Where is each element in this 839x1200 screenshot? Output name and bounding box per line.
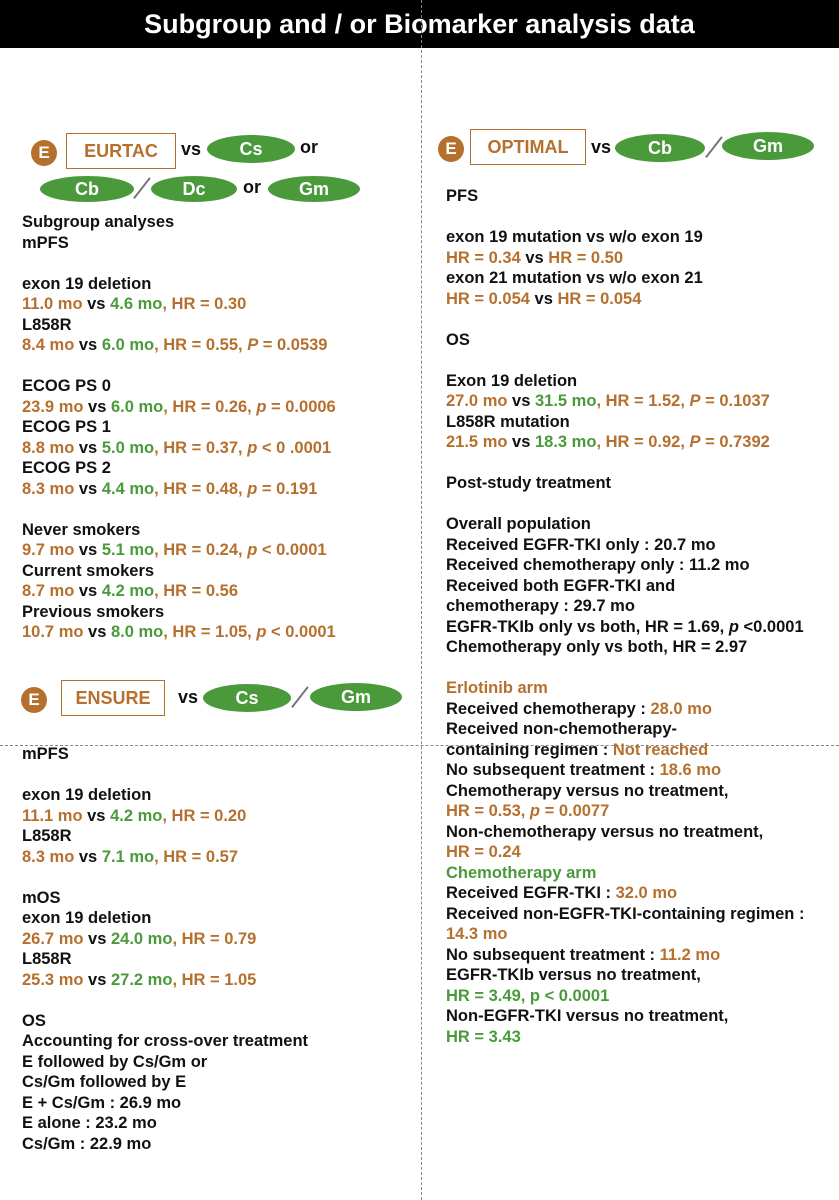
line-gap (446, 207, 804, 228)
text-segment: Post-study treatment (446, 474, 612, 492)
slash-ensure (291, 686, 308, 707)
text-segment: vs (74, 336, 102, 354)
text-segment: No subsequent treatment : (446, 945, 660, 964)
text-segment: , HR = 0.37, (154, 438, 248, 457)
page-title: Subgroup and / or Biomarker analysis data (144, 9, 695, 39)
text-line (22, 294, 336, 315)
eurtac-trial-box: EURTAC (66, 133, 176, 169)
text-line (22, 581, 336, 602)
text-line (446, 740, 804, 761)
text-segment: Current smokers (22, 561, 155, 580)
text-segment: 7.1 mo (101, 847, 155, 866)
text-segment: , HR = 0.92, (596, 433, 690, 451)
text-segment: HR = 0.53, (446, 802, 530, 820)
text-line (446, 1006, 804, 1027)
optimal-results (446, 186, 804, 1047)
text-segment: L858R (22, 315, 72, 334)
text-segment: Previous smokers (22, 602, 165, 621)
text-segment: p (247, 541, 258, 559)
text-line (446, 186, 804, 207)
line-gap (22, 867, 308, 888)
text-segment: , HR = 0.48, (154, 479, 248, 498)
text-segment: vs (529, 289, 558, 308)
text-segment: vs (74, 847, 102, 866)
text-segment: 8.7 mo (22, 582, 75, 600)
text-segment: , HR = 0.56 (154, 582, 239, 600)
text-segment: vs (507, 433, 535, 451)
text-segment: 31.5 mo (534, 392, 597, 410)
text-line (22, 315, 336, 336)
text-line (446, 227, 804, 248)
optimal-trial-box: OPTIMAL (470, 129, 586, 165)
text-segment: Received chemotherapy : (446, 699, 651, 718)
text-segment: Received EGFR-TKI : (446, 884, 616, 902)
text-segment: 8.0 mo (110, 623, 164, 641)
slash-eurtac (133, 177, 150, 198)
vertical-divider (421, 0, 422, 1200)
text-line (22, 908, 308, 929)
text-line (446, 576, 804, 597)
text-segment: < 0.0001 (257, 541, 327, 559)
text-segment: p (247, 479, 258, 498)
eurtac-vs: vs (181, 139, 202, 159)
text-segment: 8.4 mo (22, 336, 75, 354)
text-segment: 14.3 mo (446, 925, 508, 943)
text-segment: containing regimen : (446, 740, 613, 759)
oval-cs-ensure: Cs (203, 684, 291, 712)
text-segment: p (247, 438, 258, 457)
text-segment: Received non-chemotherapy- (446, 720, 678, 738)
text-line (22, 520, 336, 541)
text-line (446, 678, 804, 699)
slash-optimal (705, 136, 722, 157)
text-segment: HR = 3.43 (446, 1027, 521, 1046)
text-segment: 32.0 mo (615, 884, 678, 902)
text-segment: 23.9 mo (22, 397, 84, 416)
text-line (22, 826, 308, 847)
text-line (22, 847, 308, 868)
text-segment: L858R (22, 827, 72, 845)
oval-cb-optimal: Cb (615, 134, 705, 162)
text-segment: Non-EGFR-TKI versus no treatment, (446, 1007, 729, 1025)
text-line (446, 719, 804, 740)
text-line (446, 596, 804, 617)
text-line (22, 438, 336, 459)
ensure-trial-box: ENSURE (61, 680, 165, 716)
text-line (22, 561, 336, 582)
text-segment: 5.1 mo (101, 541, 155, 559)
text-segment: 27.2 mo (110, 970, 173, 989)
text-line (446, 945, 804, 966)
eurtac-or-2: or (243, 177, 261, 197)
text-segment: chemotherapy : 29.7 mo (446, 597, 635, 615)
text-segment: 11.2 mo (659, 945, 721, 964)
text-line (22, 233, 336, 254)
text-segment: Exon 19 deletion (446, 371, 578, 390)
text-segment: P (689, 433, 701, 451)
text-segment: , HR = 0.26, (163, 397, 257, 416)
text-line (446, 781, 804, 802)
text-line (22, 1072, 308, 1093)
text-segment: 18.6 mo (659, 761, 722, 779)
text-line (446, 883, 804, 904)
text-line (22, 479, 336, 500)
text-segment: 27.0 mo (446, 392, 508, 410)
text-line (446, 555, 804, 576)
text-segment: 8.3 mo (22, 479, 75, 498)
ensure-vs: vs (178, 687, 199, 707)
text-line (22, 376, 336, 397)
text-line (446, 842, 804, 863)
text-segment: , HR = 0.24, (154, 541, 248, 559)
text-line (22, 744, 308, 765)
text-line (446, 432, 804, 453)
text-line (446, 617, 804, 638)
text-segment: vs (74, 479, 102, 498)
text-segment: , HR = 1.05 (172, 970, 257, 989)
text-line (446, 760, 804, 781)
text-segment: vs (83, 929, 111, 948)
text-segment: Cs/Gm : 22.9 mo (22, 1134, 152, 1153)
line-gap (22, 356, 336, 377)
text-segment: 11.1 mo (22, 806, 83, 825)
text-line (22, 622, 336, 643)
text-segment: vs (74, 438, 102, 457)
text-segment: vs (74, 541, 102, 559)
text-segment: exon 19 deletion (22, 909, 152, 927)
text-segment: 4.6 mo (110, 295, 163, 313)
erlotinib-badge-eurtac: E (31, 140, 57, 166)
text-segment: HR = 0.054 (557, 289, 642, 308)
text-segment: HR = 0.24 (446, 843, 521, 861)
text-segment: 4.2 mo (101, 582, 155, 600)
erlotinib-badge-optimal: E (438, 136, 464, 162)
text-line (22, 212, 336, 233)
text-line (22, 1052, 308, 1073)
text-segment: = 0.0539 (258, 336, 328, 354)
line-gap (22, 253, 336, 274)
text-segment: EGFR-TKIb versus no treatment, (446, 966, 701, 984)
text-segment: mOS (22, 888, 61, 907)
text-line (446, 371, 804, 392)
text-segment: 8.3 mo (22, 847, 75, 866)
text-line (22, 1093, 308, 1114)
text-segment: vs (83, 623, 111, 641)
text-segment: OS (446, 330, 470, 349)
text-segment: Received chemotherapy only : 11.2 mo (446, 556, 750, 574)
text-segment: p (529, 802, 541, 820)
text-line (22, 970, 308, 991)
text-segment: < 0 .0001 (257, 438, 332, 457)
text-line (446, 514, 804, 535)
line-gap (446, 350, 804, 371)
erlotinib-badge-ensure: E (21, 687, 47, 713)
text-segment: , HR = 1.05, (163, 623, 257, 641)
text-segment: exon 21 mutation vs w/o exon 21 (446, 269, 703, 287)
text-line (446, 965, 804, 986)
text-segment: Overall population (446, 515, 591, 533)
text-line (446, 801, 804, 822)
text-segment: 24.0 mo (110, 929, 173, 948)
oval-cs-eurtac: Cs (207, 135, 295, 163)
text-line (22, 806, 308, 827)
text-line (22, 335, 336, 356)
text-segment: = 0.1037 (700, 392, 770, 410)
text-segment: L858R mutation (446, 412, 570, 431)
text-segment: vs (83, 397, 111, 416)
line-gap (446, 658, 804, 679)
eurtac-results (22, 212, 336, 643)
line-gap (22, 499, 336, 520)
text-segment: Never smokers (22, 520, 141, 539)
text-line (446, 330, 804, 351)
text-line (446, 391, 804, 412)
text-segment: 5.0 mo (101, 438, 155, 457)
text-segment: 21.5 mo (446, 433, 508, 451)
line-gap (446, 309, 804, 330)
text-segment: ECOG PS 1 (22, 418, 111, 436)
text-line (22, 1031, 308, 1052)
text-segment: , HR = 0.55, (154, 336, 248, 354)
text-segment: 18.3 mo (534, 433, 597, 451)
text-segment: exon 19 mutation vs w/o exon 19 (446, 228, 703, 246)
text-line (22, 602, 336, 623)
text-segment: mPFS (22, 233, 69, 252)
text-segment: ECOG PS 2 (22, 459, 111, 477)
text-segment: HR = 0.50 (548, 248, 624, 267)
text-segment: = 0.7392 (700, 433, 770, 451)
oval-cb-eurtac: Cb (40, 176, 134, 202)
text-line (22, 417, 336, 438)
text-segment: E + Cs/Gm : 26.9 mo (22, 1093, 182, 1112)
text-segment: vs (507, 392, 535, 410)
text-segment: , HR = 0.20 (162, 806, 247, 825)
text-line (446, 412, 804, 433)
text-segment: E followed by Cs/Gm or (22, 1052, 208, 1071)
text-segment: <0.0001 (738, 617, 804, 636)
text-line (22, 458, 336, 479)
optimal-vs: vs (591, 137, 612, 157)
text-line (22, 540, 336, 561)
text-line (22, 785, 308, 806)
text-line (446, 904, 804, 925)
text-segment: = 0.191 (257, 479, 318, 498)
text-segment: 4.2 mo (110, 806, 163, 825)
text-segment: exon 19 deletion (22, 274, 152, 293)
text-segment: HR = 3.49, p < 0.0001 (446, 986, 610, 1005)
text-segment: exon 19 deletion (22, 786, 152, 804)
text-line (446, 822, 804, 843)
text-segment: HR = 0.34 (446, 248, 521, 267)
text-segment: p (728, 617, 739, 636)
line-gap (446, 494, 804, 515)
text-segment: , HR = 0.57 (154, 847, 239, 866)
text-segment: vs (82, 806, 111, 825)
oval-dc-eurtac: Dc (151, 176, 237, 202)
text-segment: EGFR-TKIb only vs both, HR = 1.69, (446, 617, 729, 636)
text-segment: vs (520, 248, 549, 267)
text-segment: mPFS (22, 745, 69, 763)
oval-gm-eurtac: Gm (268, 176, 360, 202)
text-line (22, 1011, 308, 1032)
text-segment: 10.7 mo (22, 623, 84, 641)
text-segment: = 0.0006 (266, 397, 336, 416)
oval-gm-ensure: Gm (310, 683, 402, 711)
text-segment: vs (74, 582, 102, 600)
text-segment: Chemotherapy arm (446, 863, 597, 882)
line-gap (22, 765, 308, 786)
text-segment: 9.7 mo (22, 541, 75, 559)
eurtac-or-1: or (300, 137, 318, 157)
text-segment: L858R (22, 950, 72, 968)
text-line (22, 929, 308, 950)
text-segment: OS (22, 1011, 46, 1030)
text-line (446, 289, 804, 310)
text-line (446, 268, 804, 289)
text-segment: , HR = 0.30 (162, 295, 247, 313)
text-segment: p (256, 397, 267, 416)
text-segment: No subsequent treatment : (446, 761, 660, 779)
text-segment: = 0.0077 (540, 802, 610, 820)
text-line (22, 1113, 308, 1134)
ensure-results (22, 744, 308, 1154)
line-gap (446, 453, 804, 474)
text-segment: < 0.0001 (266, 623, 336, 641)
text-segment: , HR = 1.52, (596, 392, 690, 410)
text-segment: vs (82, 295, 111, 313)
text-line (446, 986, 804, 1007)
text-segment: P (689, 392, 701, 410)
text-line (22, 949, 308, 970)
text-line (22, 274, 336, 295)
text-segment: Subgroup analyses (22, 213, 175, 231)
text-segment: 28.0 mo (650, 699, 712, 718)
text-segment: Received both EGFR-TKI and (446, 576, 676, 595)
text-segment: PFS (446, 187, 479, 205)
text-segment: HR = 0.054 (446, 289, 530, 308)
text-line (22, 397, 336, 418)
text-line (446, 248, 804, 269)
text-segment: , HR = 0.79 (172, 929, 257, 948)
oval-gm-optimal: Gm (722, 132, 814, 160)
text-segment: Received EGFR-TKI only : 20.7 mo (446, 535, 716, 554)
text-segment: 11.0 mo (22, 295, 83, 313)
text-line (446, 1027, 804, 1048)
text-segment: Accounting for cross-over treatment (22, 1032, 309, 1050)
text-segment: Not reached (612, 740, 709, 759)
text-line (22, 888, 308, 909)
text-segment: 4.4 mo (101, 479, 155, 498)
line-gap (22, 990, 308, 1011)
text-line (446, 637, 804, 658)
text-segment: ECOG PS 0 (22, 377, 111, 395)
text-segment: Chemotherapy versus no treatment, (446, 781, 729, 800)
page-header (0, 0, 839, 48)
text-segment: Chemotherapy only vs both, HR = 2.97 (446, 638, 748, 656)
text-line (22, 1134, 308, 1155)
text-segment: Erlotinib arm (446, 679, 548, 697)
text-segment: 6.0 mo (101, 336, 155, 354)
text-segment: Non-chemotherapy versus no treatment, (446, 822, 764, 841)
text-segment: Cs/Gm followed by E (22, 1073, 187, 1091)
text-line (446, 699, 804, 720)
text-segment: Received non-EGFR-TKI-containing regimen : (446, 904, 805, 923)
text-segment: P (247, 336, 259, 354)
text-segment: 25.3 mo (22, 970, 84, 989)
text-line (446, 924, 804, 945)
text-segment: 6.0 mo (110, 397, 164, 416)
text-segment: 8.8 mo (22, 438, 75, 457)
text-segment: E alone : 23.2 mo (22, 1114, 157, 1132)
text-line (446, 863, 804, 884)
text-line (446, 473, 804, 494)
text-line (446, 535, 804, 556)
text-segment: p (256, 623, 267, 641)
text-segment: 26.7 mo (22, 929, 84, 948)
text-segment: vs (83, 970, 111, 989)
